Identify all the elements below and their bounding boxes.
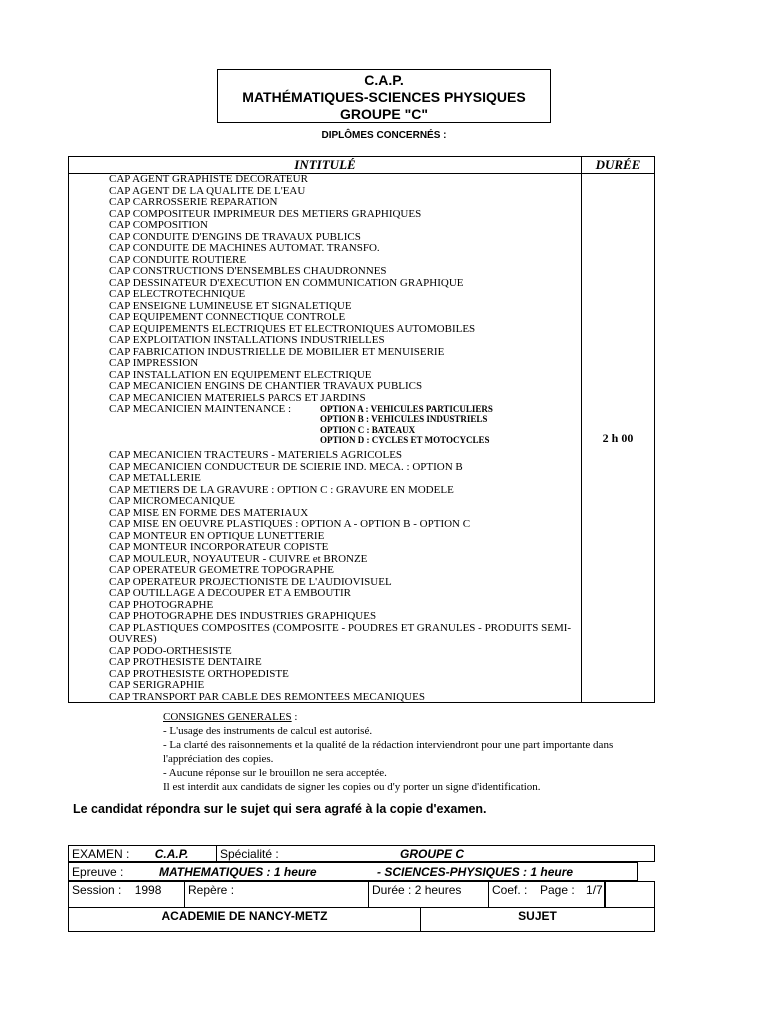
diploma-item: CAP IMPRESSION	[109, 357, 199, 369]
diploma-item: CAP CONDUITE D'ENGINS DE TRAVAUX PUBLICS	[109, 230, 361, 243]
footer-row-examen	[68, 845, 655, 862]
sujet-cell: SUJET	[518, 909, 557, 923]
diploma-item: CAP PROTHESISTE ORTHOPEDISTE	[109, 667, 289, 680]
examen-label: EXAMEN :	[72, 847, 130, 861]
consignes-title-suffix: :	[291, 711, 298, 723]
repere-cell	[185, 882, 369, 907]
consigne-line: - L'usage des instruments de calcul est autorisé.	[163, 725, 373, 737]
footer-row-academie	[68, 907, 655, 932]
diploma-item: CAP MOULEUR, NOYAUTEUR - CUIVRE et BRONZE	[109, 552, 368, 565]
diploma-item: CAP AGENT DE LA QUALITE DE L'EAU	[109, 184, 306, 197]
consigne-line: Il est interdit aux candidats de signer les copies ou d'y porter un signe d'identification.	[163, 781, 541, 793]
duree-value: 2 h 00	[602, 431, 634, 445]
diploma-item: CAP OPERATEUR GEOMETRE TOPOGRAPHE	[109, 564, 335, 576]
repere-label: Repère :	[188, 883, 235, 897]
title-box	[217, 69, 551, 123]
diploma-item: CAP MECANICIEN CONDUCTEUR DE SCIERIE IND. MECA. : OPTION B	[109, 460, 463, 473]
diploma-item: CAP CONSTRUCTIONS D'ENSEMBLES CHAUDRONNES	[109, 265, 387, 277]
diploma-item: CAP MISE EN FORME DES MATERIAUX	[109, 506, 309, 519]
duree-label: Durée :	[372, 883, 412, 897]
diploma-item: CAP MONTEUR INCORPORATEUR COPISTE	[109, 541, 329, 553]
candidat-note: Le candidat répondra sur le sujet qui sera agrafé à la copie d'examen.	[73, 802, 487, 816]
specialite-cell	[217, 846, 654, 861]
diploma-list	[109, 174, 579, 703]
page-label: Page :	[540, 883, 575, 897]
diploma-item: CAP EQUIPEMENTS ELECTRIQUES ET ELECTRONIQUES AUTOMOBILES	[109, 322, 476, 335]
epreuve-label: Epreuve :	[72, 865, 124, 879]
diploma-item: CAP COMPOSITION	[109, 219, 208, 231]
epreuve-math: MATHEMATIQUES : 1 heure	[159, 865, 317, 879]
diploma-item: CAP ENSEIGNE LUMINEUSE ET SIGNALETIQUE	[109, 299, 352, 312]
diploma-item: CAP MECANICIEN TRACTEURS - MATERIELS AGRICOLES	[109, 449, 403, 461]
duree-cell	[369, 882, 489, 907]
diploma-item: CAP OUTILLAGE A DECOUPER ET A EMBOUTIR	[109, 587, 352, 599]
diploma-item: CAP INSTALLATION EN EQUIPEMENT ELECTRIQUE	[109, 368, 372, 381]
diploma-item: CAP EXPLOITATION INSTALLATIONS INDUSTRIELLES	[109, 334, 385, 346]
page-value: 1/7	[586, 883, 603, 897]
specialite-label: Spécialité :	[220, 847, 279, 861]
maintenance-option: OPTION B : VEHICULES INDUSTRIELS	[320, 414, 488, 425]
diploma-item: CAP EQUIPEMENT CONNECTIQUE CONTROLE	[109, 311, 346, 323]
column-header-intitule: INTITULÉ	[294, 157, 356, 172]
title-line-2: MATHÉMATIQUES-SCIENCES PHYSIQUES	[242, 89, 526, 105]
session-value: 1998	[134, 883, 162, 897]
page-cell	[605, 882, 654, 907]
diploma-item: CAP MICROMECANIQUE	[109, 495, 235, 507]
column-header-duree: DURÉE	[595, 157, 641, 172]
academie-cell: ACADEMIE DE NANCY-METZ	[69, 908, 421, 931]
coef-label: Coef. :	[492, 883, 528, 897]
diploma-item: CAP MECANICIEN ENGINS DE CHANTIER TRAVAUX PUBLICS	[109, 380, 423, 392]
session-label: Session :	[72, 883, 122, 897]
diploma-item: CAP COMPOSITEUR IMPRIMEUR DES METIERS GRAPHIQUES	[109, 207, 422, 220]
specialite-value: GROUPE C	[400, 847, 465, 861]
diploma-item: CAP PHOTOGRAPHE	[109, 598, 214, 611]
diploma-item: CAP MECANICIEN MATERIELS PARCS ET JARDINS	[109, 391, 366, 404]
epreuve-sciences: - SCIENCES-PHYSIQUES : 1 heure	[377, 865, 574, 879]
maintenance-options	[320, 404, 493, 445]
diploma-item: CAP PLASTIQUES COMPOSITES (COMPOSITE - POUDRES ET GRANULES - PRODUITS SEMI-OUVRES)	[109, 621, 572, 645]
footer-row-epreuve	[68, 862, 638, 881]
diploma-item: CAP MONTEUR EN OPTIQUE LUNETTERIE	[109, 529, 325, 542]
maintenance-option: OPTION A : VEHICULES PARTICULIERS	[320, 404, 493, 414]
diploma-item: CAP OPERATEUR PROJECTIONISTE DE L'AUDIOVISUEL	[109, 575, 392, 588]
epreuve-cell	[69, 863, 637, 880]
consignes-generales	[163, 710, 643, 794]
title-line-3: GROUPE "C"	[340, 106, 428, 122]
diploma-item: CAP METALLERIE	[109, 472, 201, 484]
diploma-item: CAP ELECTROTECHNIQUE	[109, 288, 246, 300]
consigne-line: - La clarté des raisonnements et la qualité de la rédaction interviendront pour une part importante dans l'appréciation des copies.	[163, 739, 614, 765]
diploma-item: CAP FABRICATION INDUSTRIELLE DE MOBILIER ET MENUISERIE	[109, 345, 445, 358]
consignes-title: CONSIGNES GENERALES	[163, 711, 292, 723]
diploma-item: CAP SERIGRAPHIE	[109, 679, 205, 691]
diploma-item: CAP CARROSSERIE REPARATION	[109, 196, 278, 208]
consigne-line: - Aucune réponse sur le brouillon ne sera acceptée.	[163, 767, 387, 779]
diploma-item: CAP PODO-ORTHESISTE	[109, 644, 232, 657]
page-indicator	[540, 882, 603, 898]
diploma-item-maintenance	[109, 404, 579, 450]
examen-value: C.A.P.	[154, 847, 189, 861]
title-line-1: C.A.P.	[364, 72, 404, 88]
diploma-item: CAP PROTHESISTE DENTAIRE	[109, 656, 262, 668]
diplomas-table	[68, 156, 655, 703]
examen-cell	[69, 846, 217, 861]
duree-footer-value: 2 heures	[414, 883, 462, 897]
diplomes-heading: DIPLÔMES CONCERNÉS :	[321, 130, 447, 141]
column-divider	[581, 157, 582, 702]
maintenance-option: OPTION D : CYCLES ET MOTOCYCLES	[320, 434, 490, 445]
diploma-item: CAP CONDUITE ROUTIERE	[109, 253, 247, 266]
diploma-item: CAP AGENT GRAPHISTE DECORATEUR	[109, 173, 308, 185]
diploma-item: CAP METIERS DE LA GRAVURE : OPTION C : GRAVURE EN MODELE	[109, 483, 454, 496]
maintenance-option: OPTION C : BATEAUX	[320, 424, 416, 435]
diploma-item: CAP TRANSPORT PAR CABLE DES REMONTEES MECANIQUES	[109, 690, 425, 703]
maintenance-label: CAP MECANICIEN MAINTENANCE :	[109, 403, 292, 415]
diploma-item: CAP DESSINATEUR D'EXECUTION EN COMMUNICATION GRAPHIQUE	[109, 276, 464, 289]
diploma-item: CAP PHOTOGRAPHE DES INDUSTRIES GRAPHIQUES	[109, 610, 377, 622]
session-cell	[69, 882, 185, 907]
diploma-item: CAP CONDUITE DE MACHINES AUTOMAT. TRANSFO.	[109, 242, 380, 254]
diploma-item: CAP MISE EN OEUVRE PLASTIQUES : OPTION A - OPTION B - OPTION C	[109, 518, 471, 530]
